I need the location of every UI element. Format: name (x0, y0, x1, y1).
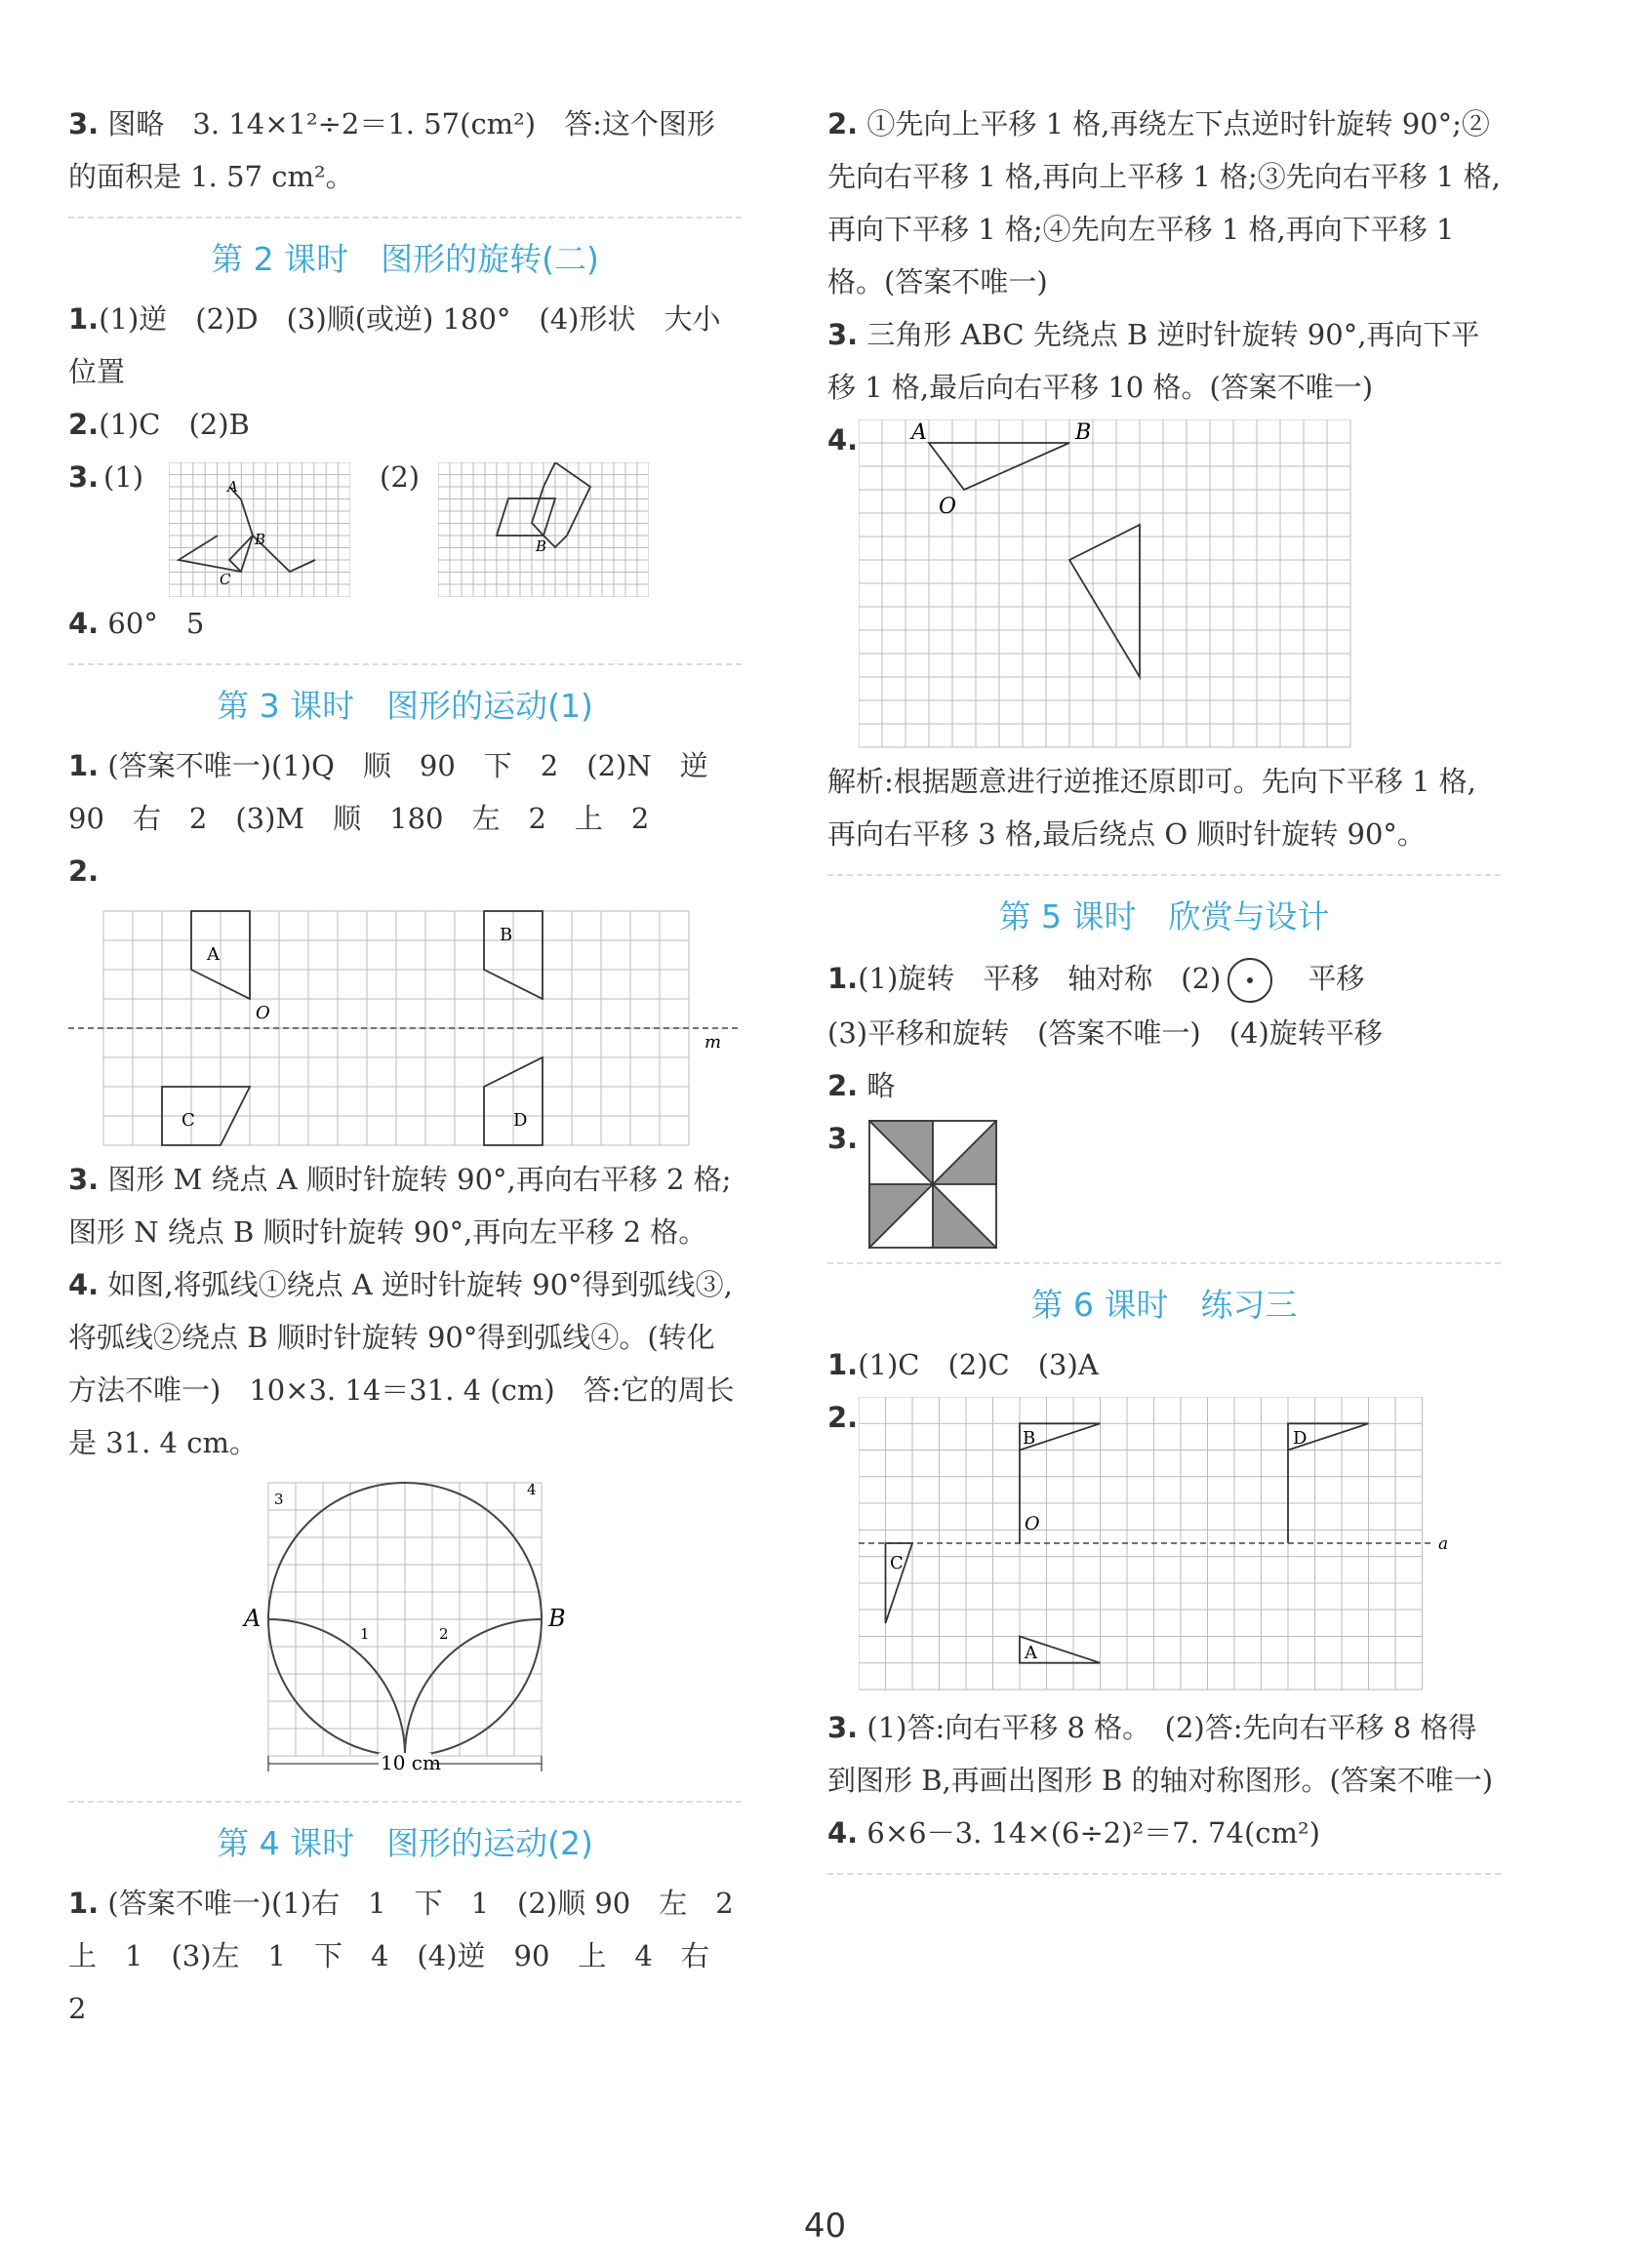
label-c: C (181, 1110, 195, 1131)
pinwheel-pattern-figure (868, 1120, 997, 1249)
analysis: 解析:根据题意进行逆推还原即可。先向下平移 1 格,再向右平移 3 格,最后绕点 O 顺时针旋转 90°。 (827, 765, 1476, 851)
divider (827, 1262, 1501, 1264)
left-column (68, 98, 762, 2035)
arc-4-label: 4 (527, 1481, 537, 1498)
right-q3: 3. 三角形 ABC 先绕点 B 逆时针旋转 90°,再向下平移 1 格,最后向右平移 10 格。(答案不唯一) (827, 318, 1480, 404)
sec6-q2: 2. B D O C A a (827, 1391, 1501, 1701)
section-title-lesson5: 第 5 课时 欣赏与设计 (998, 897, 1330, 935)
left-q3-item: 3. 图略 3. 14×1²÷2＝1. 57(cm²) 答:这个图形的面积是 1. 57 cm²。 (68, 107, 715, 193)
divider (68, 217, 742, 219)
movement-grid-figure (68, 903, 742, 1147)
arc-3-label: 3 (274, 1491, 284, 1508)
label-a: A (244, 1605, 262, 1632)
label-b: B (500, 925, 513, 945)
triangle-grid-figure (859, 419, 1362, 751)
label-b: B (548, 1605, 566, 1632)
sec5-q1: 1.(1)旋转 平移 轴对称 (2) 平移 (827, 950, 1501, 1007)
arc-2-label: 2 (439, 1625, 449, 1643)
label-a: A (911, 420, 927, 445)
right-q4: 4. A B O (827, 414, 1501, 755)
label-b: B (536, 537, 547, 555)
sec4-q1: 1. (答案不唯一)(1)右 1 下 1 (2)顺 90 左 2 上 1 (3)左 1 下 4 (4)逆 90 上 4 右 2 (68, 1887, 762, 2025)
sec6-q3: 3. (1)答:向右平移 8 格。 (2)答:先向右平移 8 格得到图形 B,再画出图形 B 的轴对称图形。(答案不唯一) (827, 1711, 1494, 1797)
right-q2: 2. ①先向上平移 1 格,再绕左下点逆时针旋转 90°;②先向右平移 1 格,再向上平移 1 格;③先向右平移 1 格,再向下平移 1 格;④先向左平移 1 格,再向下平移 1 格。(答案不唯一) (827, 107, 1501, 298)
sec6-q4: 4. 6×6－3. 14×(6÷2)²＝7. 74(cm²) (827, 1816, 1320, 1850)
circle-dot-icon (1225, 955, 1275, 1006)
section-title-lesson2: 第 2 课时 图形的旋转(二) (211, 240, 599, 278)
section-title-lesson6: 第 6 课时 练习三 (1030, 1286, 1298, 1324)
label-m: m (704, 1032, 722, 1053)
sec2-q3: 3. (1) A B C (2) B (68, 451, 742, 597)
dimension-label: 10 cm (381, 1751, 441, 1774)
sec3-q4: 4. 如图,将弧线①绕点 A 逆时针旋转 90°得到弧线③,将弧线②绕点 B 顺时针旋转 90°得到弧线④。(转化方法不唯一) 10×3. 14＝31. 4 (cm) 答:它的周长是 31. 4 cm。 (68, 1268, 735, 1459)
label-d: D (1293, 1428, 1308, 1449)
label-a: A (207, 944, 220, 965)
sec6-q1: 1.(1)C (2)C (3)A (827, 1348, 1099, 1381)
arc-1-label: 1 (360, 1625, 370, 1643)
divider (827, 1873, 1501, 1875)
sec5-q1-cont: (3)平移和旋转 (答案不唯一) (4)旋转平移 (827, 1016, 1383, 1050)
label-o: O (256, 1003, 270, 1023)
circle-arc-figure (68, 1475, 742, 1787)
sec5-q3: 3. (827, 1112, 1501, 1249)
sec3-q1: 1. (答案不唯一)(1)Q 顺 90 下 2 (2)N 逆 90 右 2 (3)M 顺 180 左 2 上 2 (68, 749, 737, 835)
rotation-figure-1 (169, 462, 350, 597)
sec2-q2: 2.(1)C (2)B (68, 408, 250, 441)
page-number: 40 (803, 2207, 847, 2246)
label-a: A (1025, 1643, 1037, 1663)
label-c: C (890, 1553, 904, 1573)
divider (68, 1801, 742, 1803)
label-o: O (939, 495, 957, 519)
sec5-q2: 2. 略 (827, 1069, 896, 1102)
label-c: C (220, 571, 231, 588)
symmetry-grid-figure (859, 1397, 1503, 1695)
divider (68, 663, 742, 665)
rotation-figure-2 (438, 462, 649, 597)
label-axis-a: a (1438, 1534, 1449, 1554)
sec3-q2: 2. (68, 855, 100, 888)
label-d: D (513, 1110, 528, 1131)
sec3-q3: 3. 图形 M 绕点 A 顺时针旋转 90°,再向右平移 2 格;图形 N 绕点 B 顺时针旋转 90°,再向左平移 2 格。 (68, 1163, 732, 1249)
sec2-q1: 1.(1)逆 (2)D (3)顺(或逆) 180° (4)形状 大小 位置 (68, 302, 749, 388)
divider (827, 874, 1501, 876)
sec2-q4: 4. 60° 5 (68, 607, 205, 640)
section-title-lesson4: 第 4 课时 图形的运动(2) (217, 1824, 593, 1862)
label-b: B (1075, 420, 1092, 445)
label-b: B (255, 531, 266, 548)
section-title-lesson3: 第 3 课时 图形的运动(1) (217, 687, 593, 725)
label-a: A (227, 478, 238, 496)
label-o: O (1025, 1513, 1040, 1534)
right-column (827, 98, 1501, 1885)
label-b: B (1023, 1428, 1036, 1449)
